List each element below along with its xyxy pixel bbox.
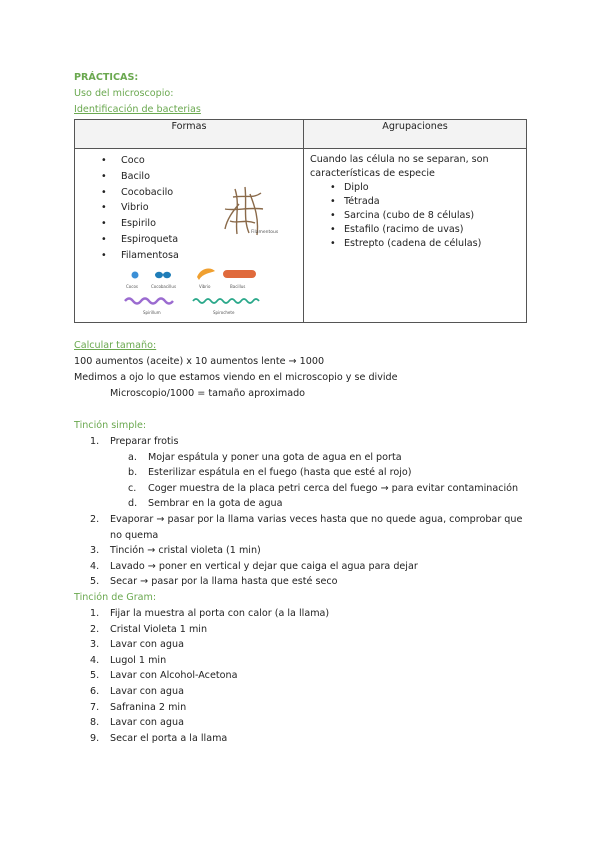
list-item: • Vibrio: [81, 200, 297, 216]
list-item: 4. Lugol 1 min: [90, 654, 167, 666]
bacillus-shape: [223, 270, 256, 278]
list-item: 3. Tinción → cristal violeta (1 min): [90, 545, 261, 557]
label-filamentous: Filamentous: [251, 230, 279, 235]
list-item: 5. Secar → pasar por la llama hasta que esté seco: [90, 576, 338, 588]
list-item: 7. Safranina 2 min: [90, 701, 187, 713]
list-item: • Sarcina (cubo de 8 células): [310, 209, 520, 223]
cocobacillus-shape-2: [163, 272, 171, 278]
list-item: 1. Fijar la muestra al porta con calor (a la llama): [90, 607, 330, 619]
table-header-formas: Formas: [75, 120, 304, 149]
table-header-agrupaciones: Agrupaciones: [304, 120, 527, 149]
frotis-substeps: [74, 450, 530, 512]
list-item: c. Coger muestra de la placa petri cerca del fuego → para evitar contaminación: [128, 482, 519, 494]
spirochete-shape: [193, 299, 259, 303]
list-item: • Filamentosa: [81, 248, 297, 264]
label-bacillus: Bacillus: [230, 284, 246, 289]
document-page: [74, 70, 530, 746]
list-item: • Espirilo: [81, 216, 297, 232]
list-item: 2. Cristal Violeta 1 min: [90, 623, 208, 635]
list-item: • Cocobacilo: [81, 185, 297, 201]
formas-list: [81, 153, 297, 264]
tamano-line-1: 100 aumentos (aceite) x 10 aumentos lente → 1000: [74, 356, 325, 367]
list-item: 8. Lavar con agua: [90, 717, 184, 729]
list-item: a. Mojar espátula y poner una gota de agua en el porta: [128, 451, 402, 463]
list-item: • Espiroqueta: [81, 232, 297, 248]
section-heading-tincion-gram: Tinción de Gram:: [74, 591, 157, 603]
formas-cell: [75, 149, 304, 323]
agrupaciones-cell: [304, 149, 527, 323]
page-title: PRÁCTICAS:: [74, 72, 139, 83]
list-item: 5. Lavar con Alcohol-Acetona: [90, 670, 238, 682]
list-item: • Diplo: [310, 181, 520, 195]
agrupaciones-intro: Cuando las célula no se separan, son características de especie: [310, 154, 489, 179]
list-item: • Bacilo: [81, 169, 297, 185]
list-item: 2. Evaporar → pasar por la llama varias veces hasta que no quede agua, comprobar que no quema: [90, 513, 523, 541]
list-item: d. Sembrar en la gota de agua: [128, 498, 283, 510]
spirillum-shape: [125, 299, 173, 304]
label-cocos: Cocos: [126, 284, 138, 289]
label-vibrio: Vibrio: [199, 284, 211, 289]
list-item: 1. Preparar frotis a. Mojar espátula y poner una gota de agua en el porta b. Esterilizar espátula en el fuego (hasta que esté al rojo) c. Coger muestra de la placa petri cerca del fuego → para evitar contaminación d. Sembrar en la gota de agua: [74, 434, 530, 512]
list-item: • Tétrada: [310, 195, 520, 209]
list-item: • Estafilo (racimo de uvas): [310, 223, 520, 237]
section-heading-tamano: Calcular tamaño:: [74, 340, 157, 351]
list-item: 3. Lavar con agua: [90, 639, 184, 651]
section-heading-tincion-simple: Tinción simple:: [74, 420, 147, 431]
list-item: • Estrepto (cadena de células): [310, 237, 520, 251]
coco-shape: [132, 272, 139, 279]
list-item: b. Esterilizar espátula en el fuego (hasta que esté al rojo): [128, 467, 412, 479]
list-item: • Coco: [81, 153, 297, 169]
list-item: 9. Secar el porta a la llama: [90, 732, 228, 744]
cocobacillus-shape-1: [155, 272, 163, 278]
subsection-heading-bacterias: Identificación de bacterias: [74, 104, 201, 115]
tamano-line-3: Microscopio/1000 = tamaño aproximado: [110, 388, 306, 399]
list-item: 4. Lavado → poner en vertical y dejar que caiga el agua para dejar: [90, 560, 418, 572]
bacteria-table: [74, 119, 527, 323]
tamano-line-2: Medimos a ojo lo que estamos viendo en el microscopio y se divide: [74, 372, 398, 383]
label-spirillum: Spirillum: [143, 310, 161, 315]
vibrio-shape: [197, 269, 215, 280]
section-heading-microscopio: Uso del microscopio:: [74, 88, 174, 99]
label-spirochete: Spirochete: [213, 310, 235, 315]
label-cocobacillus: Cocobacillus: [151, 284, 177, 289]
tincion-simple-list: [74, 434, 530, 590]
agrupaciones-list: [310, 181, 520, 251]
list-item: 6. Lavar con agua: [90, 685, 184, 697]
tincion-gram-list: [74, 606, 530, 746]
